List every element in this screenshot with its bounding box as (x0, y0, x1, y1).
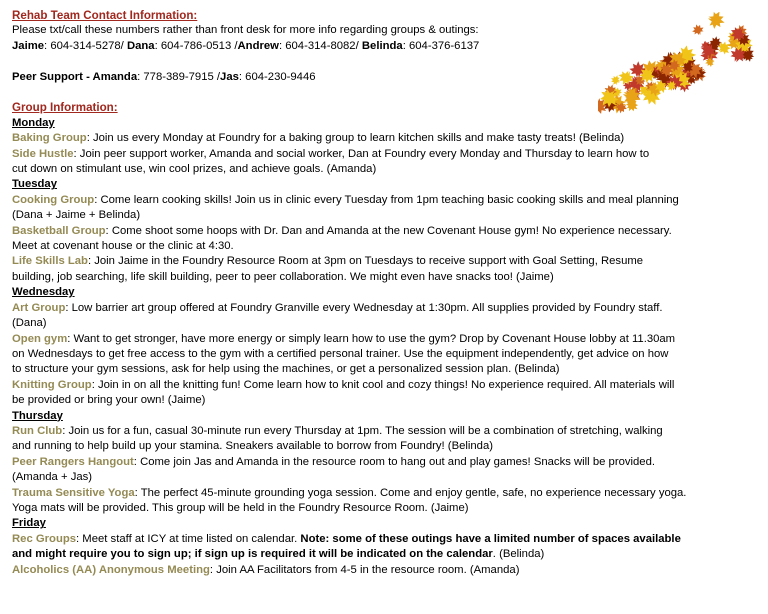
leaf-shape (690, 22, 705, 37)
peer-amanda-phone: : 778-389-7915 / (137, 70, 221, 83)
group-entry (12, 131, 756, 146)
group-entry (12, 224, 756, 239)
peer-jas-phone: : 604-230-9446 (238, 70, 316, 83)
group-entry-cont (12, 208, 756, 223)
contact-name: Andrew (237, 39, 279, 52)
group-entry (12, 532, 756, 547)
leaf-shape (706, 12, 728, 31)
group-desc: (Amanda + Jas) (12, 471, 93, 484)
group-desc: Meet at covenant house or the clinic at 4:30. (12, 240, 234, 253)
contact-name: Jaime (12, 39, 45, 52)
group-entry-cont (12, 439, 756, 454)
group-name: Life Skills Lab (12, 255, 88, 268)
group-name: Open gym (12, 332, 68, 345)
group-desc: : Want to get stronger, have more energy or simply learn how to use the gym? Drop by Covenant House lobby at 11.30am (67, 332, 676, 345)
group-desc: : Join us every Monday at Foundry for a baking group to learn kitchen skills and make tasty treats! (Belinda) (86, 132, 625, 145)
group-entry (12, 563, 756, 578)
day-heading-wednesday: Wednesday (12, 286, 75, 299)
group-desc: : Meet staff at ICY at time listed on calendar. (76, 532, 301, 545)
group-name: Rec Groups (12, 532, 77, 545)
group-entry-cont (12, 501, 756, 516)
group-desc: : Come join Jas and Amanda in the resource room to hang out and play games! Snacks will be provided. (133, 455, 656, 468)
group-name: Knitting Group (12, 378, 92, 391)
group-entry-cont (12, 347, 756, 362)
group-entry (12, 301, 756, 316)
group-desc: : Come learn cooking skills! Join us in clinic every Tuesday from 1pm teaching basic cooking skills and meal planning (94, 193, 679, 206)
group-desc: cut down on stimulant use, win cool prizes, and achieve goals. (Amanda) (12, 163, 377, 176)
group-name: Alcoholics (AA) Anonymous Meeting (12, 563, 210, 576)
group-desc: : Join Jaime in the Foundry Resource Room at 3pm on Tuesdays to receive support with Goal Setting, Resume (87, 255, 644, 268)
group-name: Basketball Group (12, 224, 106, 237)
group-days (12, 116, 756, 517)
day-heading-thursday: Thursday (12, 409, 63, 422)
group-entry-cont (12, 470, 756, 485)
contact-phone: : 604-314-5278/ (44, 39, 127, 52)
group-name: Trauma Sensitive Yoga (12, 486, 135, 499)
group-desc: : Join AA Facilitators from 4-5 in the resource room. (Amanda) (209, 563, 520, 576)
contact-phone: : 604-786-0513 / (154, 39, 238, 52)
day-heading-tuesday: Tuesday (12, 178, 57, 191)
day-heading-friday: Friday (12, 517, 46, 530)
group-desc: : Join in on all the knitting fun! Come learn how to knit cool and cozy things! No experience required. All materials will (91, 378, 675, 391)
contact-section-title: Rehab Team Contact Information: (12, 9, 198, 22)
group-name: Art Group (12, 301, 66, 314)
group-desc: : Join peer support worker, Amanda and social worker, Dan at Foundry every Monday and Thursday to learn how to (73, 147, 650, 160)
group-entry (12, 254, 756, 269)
group-desc: (Dana + Jaime + Belinda) (12, 209, 141, 222)
group-entry-cont (12, 547, 756, 562)
group-entry (12, 455, 756, 470)
group-entry (12, 378, 756, 393)
peer-support-label: Peer Support - Amanda (12, 70, 138, 83)
group-desc: and running to help build up your stamina. Sneakers available to borrow from Foundry! (Belinda) (12, 440, 494, 453)
group-section-title: Group Information: (12, 101, 118, 115)
day-heading-monday: Monday (12, 116, 55, 129)
group-desc: to structure your gym sessions, ask for help using the machines, or get a personalized session plan. (Belinda) (12, 363, 560, 376)
group-entry-cont (12, 162, 756, 177)
autumn-leaves-icon (598, 12, 758, 122)
group-desc: building, job searching, life skill building, peer to peer collaboration. We might even have snacks too! (Jaime) (12, 270, 554, 283)
contact-name: Dana (126, 39, 155, 52)
group-name: Peer Rangers Hangout (12, 455, 134, 468)
group-entry-cont (12, 270, 756, 285)
contact-phone: : 604-314-8082/ (278, 39, 362, 52)
group-desc: Yoga mats will be provided. This group will be held in the Foundry Resource Room. (Jaime) (12, 501, 469, 514)
group-entry (12, 193, 756, 208)
rec-note-cont: and might require you to sign up; if sign up is required it will be indicated on the calendar (12, 548, 493, 561)
group-entry-cont (12, 362, 756, 377)
group-name: Baking Group (12, 132, 87, 145)
group-desc: : Join us for a fun, casual 30-minute run every Thursday at 1pm. The session will be a combination of stretching, walking (62, 424, 663, 437)
contact-phone: : 604-376-6137 (402, 39, 480, 52)
contact-name: Belinda (361, 39, 403, 52)
group-desc: be provided or bring your own! (Jaime) (12, 394, 206, 407)
group-desc: : Low barrier art group offered at Foundry Granville every Wednesday at 1:30pm. All supplies provided by Foundry staff. (65, 301, 663, 314)
group-entry (12, 147, 756, 162)
contact-intro: Please txt/call these numbers rather than front desk for more info regarding groups & outings: (12, 24, 479, 37)
group-entry (12, 424, 756, 439)
group-desc: on Wednesdays to get free access to the gym with a certified personal trainer. Use the equipment independently, get advice on how (12, 347, 669, 360)
rec-tail: . (Belinda) (492, 548, 545, 561)
group-desc: : Come shoot some hoops with Dr. Dan and Amanda at the new Covenant House gym! No experience necessary. (105, 224, 672, 237)
group-name: Side Hustle (12, 147, 74, 160)
group-name: Cooking Group (12, 193, 95, 206)
peer-jas-label: Jas (220, 70, 239, 83)
group-entry-cont (12, 239, 756, 254)
group-desc: : The perfect 45-minute grounding yoga session. Come and enjoy gentle, safe, no experience necessary yoga. (134, 486, 687, 499)
group-entry-cont (12, 393, 756, 408)
group-name: Run Club (12, 424, 63, 437)
group-entry (12, 486, 756, 501)
group-entry-cont (12, 316, 756, 331)
group-desc: (Dana) (12, 317, 47, 330)
rec-note: Note: some of these outings have a limited number of spaces available (300, 532, 681, 545)
group-entry (12, 332, 756, 347)
